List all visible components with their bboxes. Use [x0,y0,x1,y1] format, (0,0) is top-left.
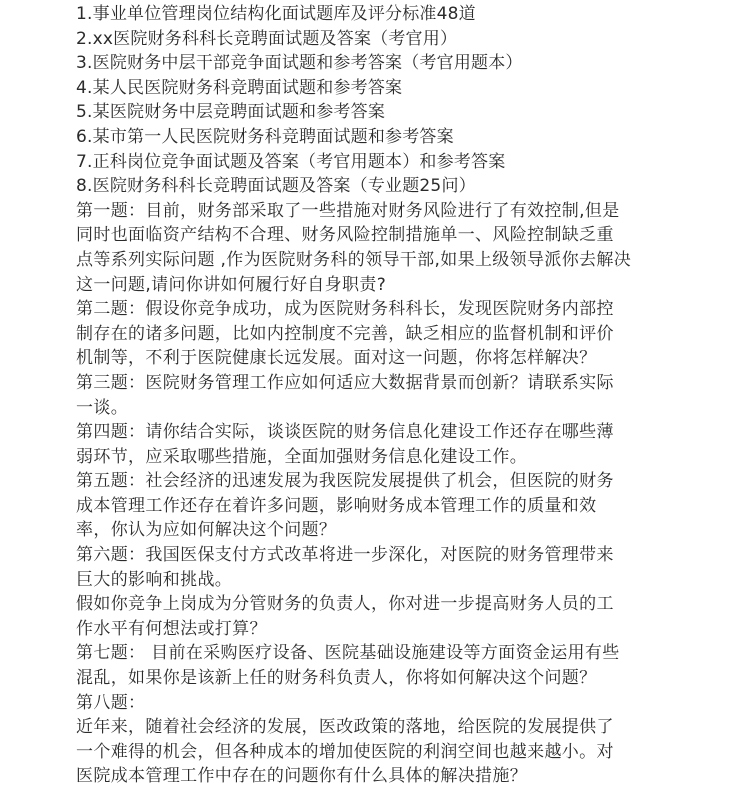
toc-item: 6.某市第一人民医院财务科竞聘面试题和参考答案 [76,126,454,147]
toc-item: 3.医院财务中层干部竞争面试题和参考答案（考官用题本） [76,53,523,74]
text-line: 第六题：我国医保支付方式改革将进一步深化，对医院的财务管理带来 [76,545,614,566]
text-line: 巨大的影响和挑战。 [76,569,233,590]
toc-item: 5.某医院财务中层竞聘面试题和参考答案 [76,102,386,123]
text-line: 假如你竞争上岗成为分管财务的负责人，你对进一步提高财务人员的工 [76,594,614,615]
text-line: 同时也面临资产结构不合理、财务风险控制措施单一、风险控制缺乏重 [76,225,614,246]
text-line: 第五题：社会经济的迅速发展为我医院发展提供了机会，但医院的财务 [76,471,614,492]
text-line: 制存在的诸多问题，比如内控制度不完善，缺乏相应的监督机制和评价 [76,323,614,344]
text-line: 第七题： 目前在采购医疗设备、医院基础设施建设等方面资金运用有些 [76,643,620,664]
text-line: 第三题：医院财务管理工作应如何适应大数据背景而创新？请联系实际 [76,372,614,393]
toc-item: 4.某人民医院财务科竞聘面试题和参考答案 [76,77,403,98]
text-line: 医院成本管理工作中存在的问题你有什么具体的解决措施？ [76,766,528,787]
toc-item: 1.事业单位管理岗位结构化面试题库及评分标准48道 [76,4,476,24]
text-line: 第一题：目前，财务部采取了一些措施对财务风险进行了有效控制,但是 [76,200,620,221]
text-line: 作水平有何想法或打算？ [76,618,267,639]
text-line: 弱环节，应采取哪些措施，全面加强财务信息化建设工作。 [76,446,528,467]
question-text [76,199,720,789]
text-line: 机制等，不利于医院健康长远发展。面对这一问题，你将怎样解决？ [76,348,597,369]
text-line: 点等系列实际问题 ,作为医院财务科的领导干部,如果上级领导派你去解决 [76,249,632,270]
toc-item: 7.正科岗位竞争面试题及答案（考官用题本）和参考答案 [76,151,506,172]
text-line: 混乱，如果你是该新上任的财务科负责人，你将如何解决这个问题？ [76,668,597,689]
text-line: 率，你认为应如何解决这个问题？ [76,520,337,541]
text-line: 第二题：假设你竞争成功，成为医院财务科科长，发现医院财务内部控 [76,299,614,320]
text-line: 一个难得的机会，但各种成本的增加使医院的利润空间也越来越小。对 [76,741,614,762]
toc-item: 2.xx医院财务科科长竞聘面试题及答案（考官用） [76,28,458,49]
text-line: 这一问题,请问你讲如何履行好自身职责? [76,274,387,295]
text-line: 近年来，随着社会经济的发展，医改政策的落地，给医院的发展提供了 [76,717,614,738]
toc-item: 8.医院财务科科长竞聘面试题及答案（专业题25问） [76,176,476,197]
text-line: 成本管理工作还存在着许多问题，影响财务成本管理工作的质量和效 [76,495,597,516]
table-of-contents [76,2,720,199]
text-line: 一谈。 [76,397,129,418]
text-line: 第四题：请你结合实际，谈谈医院的财务信息化建设工作还存在哪些薄 [76,422,614,443]
text-line: 第八题： [76,692,146,713]
